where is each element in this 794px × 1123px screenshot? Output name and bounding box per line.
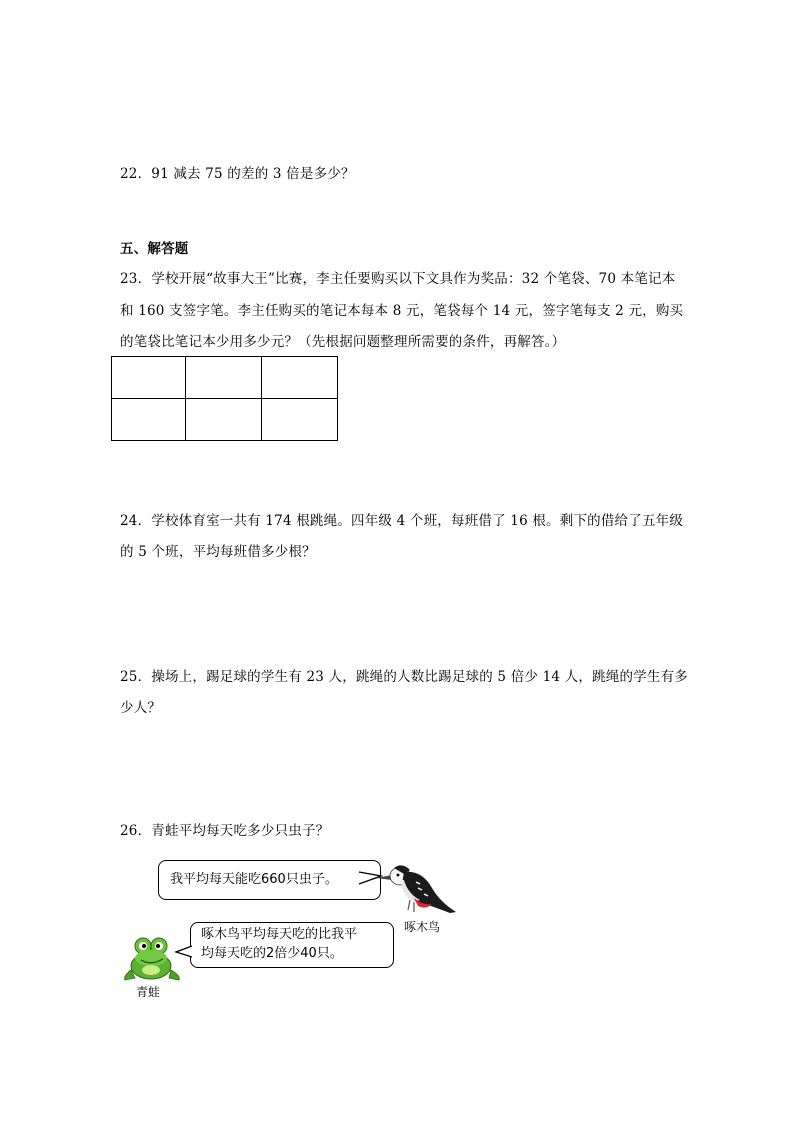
woodpecker-speech-bubble — [158, 860, 381, 900]
condition-table — [111, 356, 338, 441]
frog-label: 青蛙 — [136, 985, 161, 999]
table-cell[interactable] — [112, 357, 186, 399]
question-23-line-3: 的笔袋比笔记本少用多少元？（先根据问题整理所需要的条件，再解答。） — [120, 334, 566, 350]
question-25-line-1: 25．操场上，踢足球的学生有 23 人，跳绳的人数比踢足球的 5 倍少 14 人，跳绳的学生有多 — [120, 669, 688, 685]
table-row — [112, 357, 338, 399]
table-cell[interactable] — [112, 399, 186, 441]
question-23-line-2: 和 160 支签字笔。李主任购买的笔记本每本 8 元，笔袋每个 14 元，签字笔每支 2 元，购买 — [120, 303, 684, 319]
section-heading: 五、解答题 — [120, 241, 189, 257]
frog-speech-bubble — [190, 922, 394, 968]
question-22: 22．91 减去 75 的差的 3 倍是多少？ — [120, 166, 355, 182]
table-cell[interactable] — [186, 399, 262, 441]
woodpecker-label: 啄木鸟 — [404, 920, 441, 934]
table-cell[interactable] — [186, 357, 262, 399]
table-row — [112, 399, 338, 441]
frog-speech-line-2: 均每天吃的2倍少40只。 — [201, 946, 343, 961]
woodpecker-icon — [374, 858, 460, 918]
question-23-line-1: 23．学校开展“故事大王”比赛，李主任要购买以下文具作为奖品：32 个笔袋、70 本笔记本 — [120, 271, 676, 287]
question-24-line-2: 的 5 个班，平均每班借多少根？ — [120, 544, 316, 560]
frog-speech-line-1: 啄木鸟平均每天吃的比我平 — [201, 927, 358, 942]
frog-icon — [121, 936, 183, 982]
question-25-line-2: 少人？ — [120, 700, 162, 716]
table-cell[interactable] — [262, 399, 338, 441]
question-24-line-1: 24．学校体育室一共有 174 根跳绳。四年级 4 个班，每班借了 16 根。剩下的借给了五年级 — [120, 513, 684, 529]
woodpecker-speech-text: 我平均每天能吃660只虫子。 — [170, 872, 338, 887]
table-cell[interactable] — [262, 357, 338, 399]
question-26: 26．青蛙平均每天吃多少只虫子？ — [120, 823, 330, 839]
